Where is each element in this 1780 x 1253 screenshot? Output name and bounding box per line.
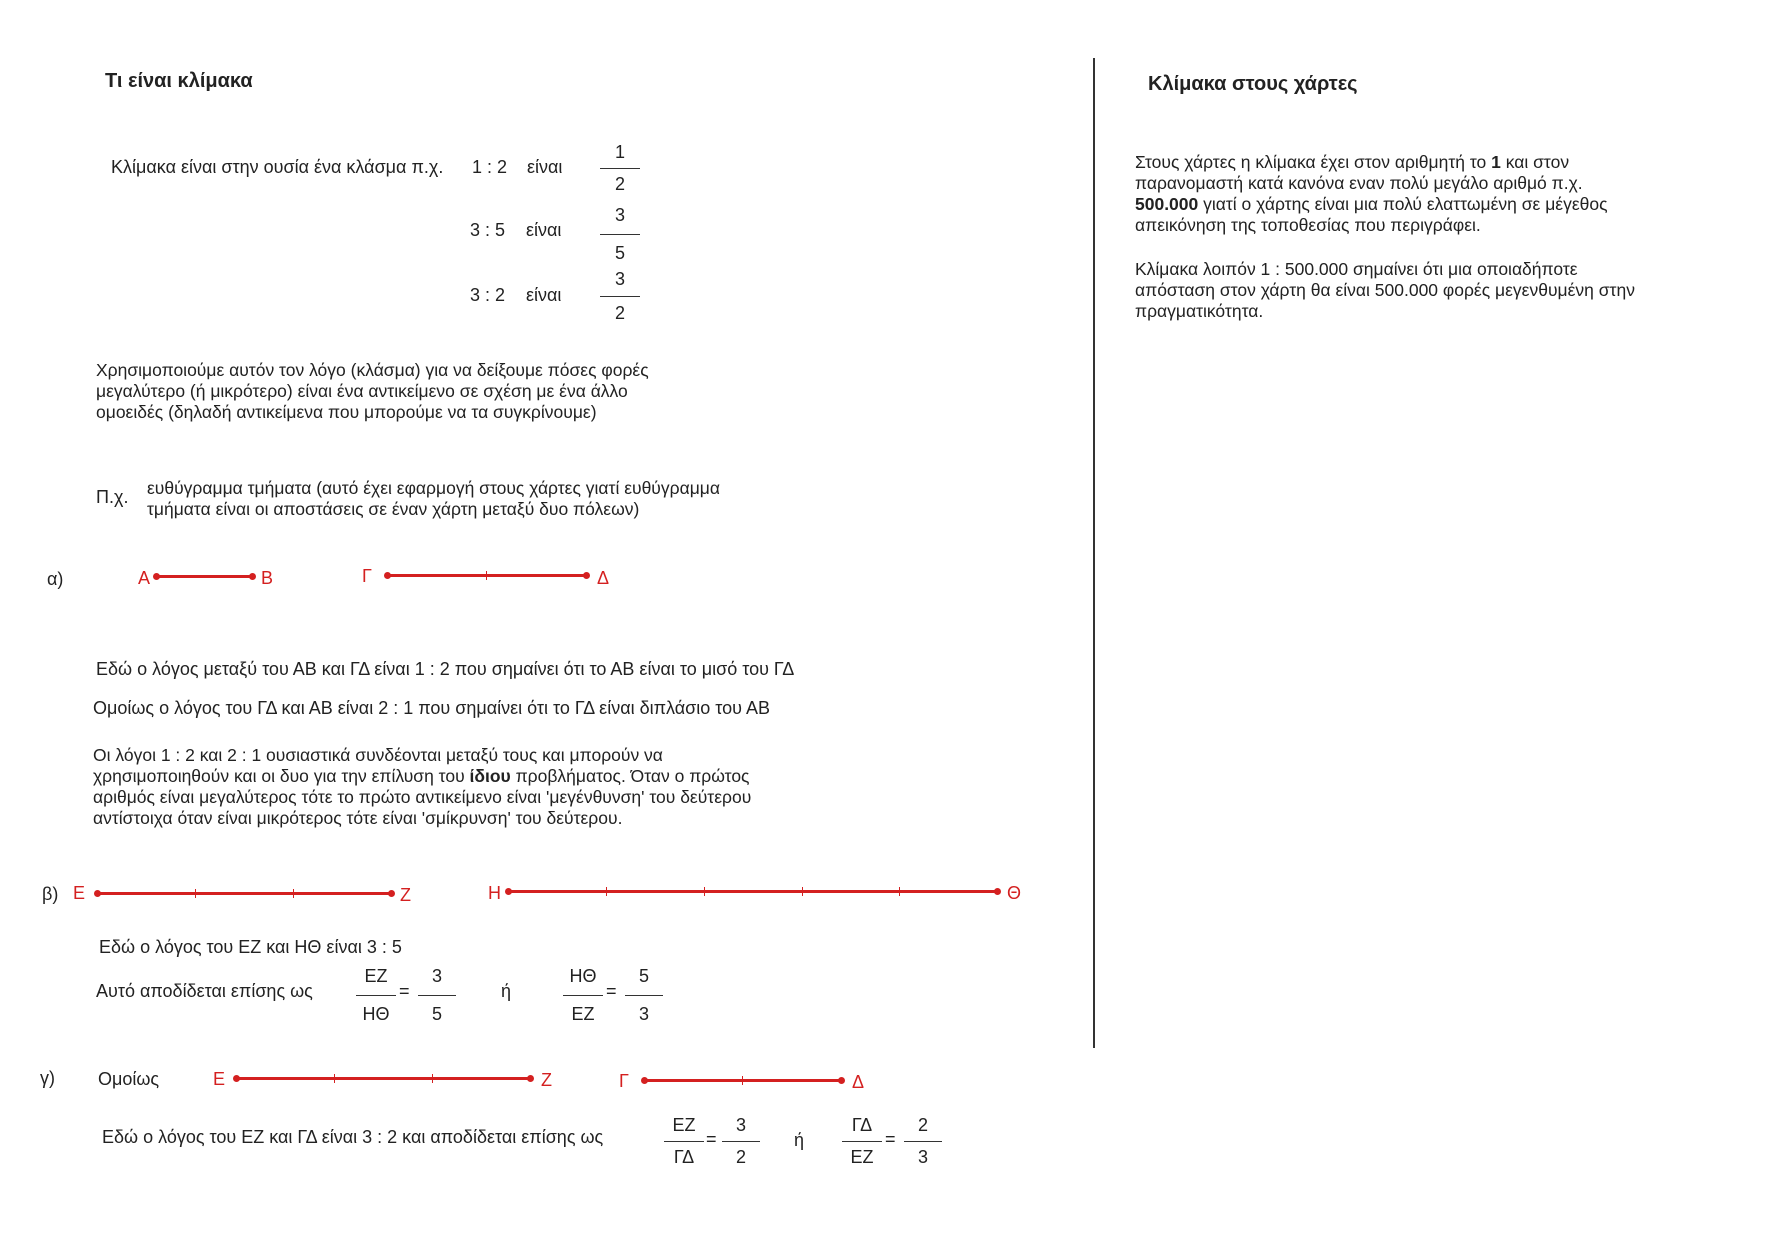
equals-sign: =: [399, 981, 410, 1001]
eg-paragraph: ευθύγραμμα τμήματα (αυτό έχει εφαρμογή στους χάρτες γιατί ευθύγραμμα τμήματα είναι οι αποστάσεις σε έναν χάρτη μεταξύ δυο πόλεων): [147, 478, 720, 519]
fraction-denominator: 2: [735, 1147, 746, 1167]
segment-tick: [899, 887, 900, 896]
fraction-bar: [722, 1141, 760, 1142]
point-z-label: Ζ: [400, 885, 411, 905]
point-e-label: Ε: [73, 883, 86, 903]
segment-endpoint: [838, 1077, 845, 1084]
fraction-denominator: ΗΘ: [362, 1004, 390, 1024]
eg-label: Π.χ.: [96, 487, 129, 507]
fraction-numerator: 3: [614, 205, 625, 225]
point-h-label: Η: [488, 883, 501, 903]
segment-endpoint: [249, 573, 256, 580]
column-divider: [1093, 58, 1095, 1048]
or-word: ή: [501, 981, 512, 1001]
intro-text: Κλίμακα είναι στην ουσία ένα κλάσμα π.χ.: [111, 157, 444, 177]
section-a-label: α): [47, 569, 64, 589]
fraction-bar: [563, 995, 603, 996]
fraction-gd-ez: [842, 1115, 882, 1168]
fraction-numerator: 3: [431, 966, 442, 986]
point-g-label: Γ: [362, 566, 372, 586]
maps-paragraph-1-start: Στους χάρτες η κλίμακα έχει στον αριθμητή το: [1135, 152, 1492, 172]
fraction-3-5: [418, 966, 456, 1025]
example-ratio-1: 1 : 2: [472, 157, 508, 177]
fraction-numerator: 3: [735, 1115, 746, 1135]
segment-endpoint: [994, 888, 1001, 895]
example-fraction-3: [600, 269, 640, 324]
section-b-label: β): [42, 884, 59, 904]
segment-tick: [606, 887, 607, 896]
similarly-word: Ομοίως: [98, 1069, 160, 1089]
fraction-numerator: 1: [614, 142, 625, 162]
fraction-2-3: [904, 1115, 942, 1168]
segment-endpoint: [153, 573, 160, 580]
fraction-bar: [356, 995, 396, 996]
equals-sign: =: [885, 1129, 896, 1149]
fraction-bar: [904, 1141, 942, 1142]
fraction-denominator: 3: [917, 1147, 928, 1167]
fraction-denominator: 3: [638, 1004, 649, 1024]
fraction-bar: [600, 296, 640, 297]
fraction-numerator: 3: [614, 269, 625, 289]
segment-tick: [195, 889, 196, 898]
segment-endpoint: [505, 888, 512, 895]
ratios-paragraph-end: προβλήματος. Όταν ο πρώτος αριθμός είναι μεγαλύτερος τότε το πρώτο αντικείμενο είναι 'μεγένθυνση' του δεύτερου αντίστοιχα όταν είναι μικρότερος τότε είναι 'σμίκρυνση' του δεύτερου.: [93, 766, 752, 828]
maps-paragraph-1-end: γιατί ο χάρτης είναι μια πολύ ελαττωμένη σε μέγεθος απεικόνηση της τοποθεσίας που περιγράφει.: [1135, 194, 1608, 235]
fraction-denominator: 5: [431, 1004, 442, 1024]
point-b-label: Β: [261, 568, 274, 588]
segment-endpoint: [527, 1075, 534, 1082]
point-theta-label: Θ: [1007, 883, 1022, 903]
fraction-denominator: 2: [614, 174, 625, 194]
fraction-numerator: 2: [917, 1115, 928, 1135]
fraction-denominator: ΕΖ: [571, 1004, 595, 1024]
maps-title: Κλίμακα στους χάρτες: [1148, 73, 1358, 95]
fraction-numerator: ΓΔ: [851, 1115, 873, 1135]
segment-ez: [97, 892, 391, 895]
point-d-label: Δ: [852, 1072, 865, 1092]
point-e-label: Ε: [213, 1069, 226, 1089]
fraction-numerator: ΕΖ: [672, 1115, 696, 1135]
fraction-3-2: [722, 1115, 760, 1168]
example-fraction-2: [600, 205, 640, 264]
segment-tick: [704, 887, 705, 896]
fraction-denominator: 5: [614, 243, 625, 263]
segment-endpoint: [233, 1075, 240, 1082]
fraction-ez-gd: [664, 1115, 704, 1168]
segment-endpoint: [641, 1077, 648, 1084]
segment-tick: [802, 887, 803, 896]
fraction-numerator: ΗΘ: [569, 966, 597, 986]
fraction-5-3: [625, 966, 663, 1025]
maps-paragraph-2: Κλίμακα λοιπόν 1 : 500.000 σημαίνει ότι μια οποιαδήποτε απόσταση στον χάρτη θα είναι 500.000 φορές μεγενθυμένη στην πραγματικότητα.: [1135, 259, 1635, 321]
fraction-ez-hth: [356, 966, 396, 1025]
section-a-line1: Εδώ ο λόγος μεταξύ του ΑΒ και ΓΔ είναι 1 : 2 που σημαίνει ότι το ΑΒ είναι το μισό του ΓΔ: [96, 659, 795, 679]
maps-numerator-value: 1: [1491, 152, 1501, 172]
segment-tick: [742, 1076, 743, 1085]
section-a-line2: Ομοίως ο λόγος του ΓΔ και ΑΒ είναι 2 : 1 που σημαίνει ότι το ΓΔ είναι διπλάσιο του ΑΒ: [93, 698, 771, 718]
page-title: Τι είναι κλίμακα: [105, 70, 253, 92]
point-z-label: Ζ: [541, 1070, 552, 1090]
fraction-bar: [625, 995, 663, 996]
section-b-line2: Αυτό αποδίδεται επίσης ως: [96, 981, 313, 1001]
ratios-paragraph-bold: ίδιου: [469, 766, 511, 786]
example-word-1: είναι: [527, 157, 563, 177]
segment-endpoint: [388, 890, 395, 897]
example-ratio-3: 3 : 2: [470, 285, 506, 305]
segment-tick: [432, 1074, 433, 1083]
point-d-label: Δ: [597, 568, 610, 588]
fraction-denominator: ΓΔ: [673, 1147, 695, 1167]
point-a-label: Α: [138, 568, 151, 588]
section-c-label: γ): [40, 1068, 55, 1088]
example-word-2: είναι: [526, 220, 562, 240]
fraction-denominator: ΕΖ: [850, 1147, 874, 1167]
fraction-bar: [664, 1141, 704, 1142]
segment-tick: [293, 889, 294, 898]
maps-denominator-value: 500.000: [1135, 194, 1199, 214]
usage-paragraph: Χρησιμοποιούμε αυτόν τον λόγο (κλάσμα) για να δείξουμε πόσες φορές μεγαλύτερο (ή μικρότερο) είναι ένα αντικείμενο σε σχέση με ένα άλλο ομοειδές (δηλαδή αντικείμενα που μπορούμε να τα συγκρίνουμε): [96, 360, 649, 422]
segment-ez: [236, 1077, 530, 1080]
fraction-denominator: 2: [614, 303, 625, 323]
equals-sign: =: [706, 1129, 717, 1149]
fraction-hth-ez: [563, 966, 603, 1025]
fraction-numerator: ΕΖ: [364, 966, 388, 986]
segment-endpoint: [583, 572, 590, 579]
fraction-numerator: 5: [638, 966, 649, 986]
point-g-label: Γ: [619, 1071, 629, 1091]
maps-paragraph-1-mid: και στον παρανομαστή κατά κανόνα εναν πολύ μεγάλο αριθμό π.χ.: [1135, 152, 1583, 193]
segment-tick: [486, 571, 487, 580]
ratios-paragraph: [93, 745, 793, 829]
segment-tick: [334, 1074, 335, 1083]
segment-h-theta: [508, 890, 997, 893]
maps-paragraph-1: [1135, 152, 1650, 236]
example-ratio-2: 3 : 5: [470, 220, 506, 240]
or-word: ή: [794, 1130, 805, 1150]
example-word-3: είναι: [526, 285, 562, 305]
segment-endpoint: [384, 572, 391, 579]
fraction-bar: [600, 234, 640, 235]
ratios-paragraph-start: Οι λόγοι 1 : 2 και 2 : 1 ουσιαστικά συνδέονται μεταξύ τους και μπορούν να χρησιμοποιηθούν και οι δυο για την επίλυση του: [93, 745, 663, 786]
segment-ab: [156, 575, 252, 578]
segment-endpoint: [94, 890, 101, 897]
fraction-bar: [418, 995, 456, 996]
equals-sign: =: [606, 981, 617, 1001]
section-c-line1: Εδώ ο λόγος του ΕΖ και ΓΔ είναι 3 : 2 και αποδίδεται επίσης ως: [102, 1127, 604, 1147]
fraction-bar: [842, 1141, 882, 1142]
fraction-bar: [600, 168, 640, 169]
example-fraction-1: [600, 142, 640, 195]
section-b-line1: Εδώ ο λόγος του ΕΖ και ΗΘ είναι 3 : 5: [99, 937, 402, 957]
